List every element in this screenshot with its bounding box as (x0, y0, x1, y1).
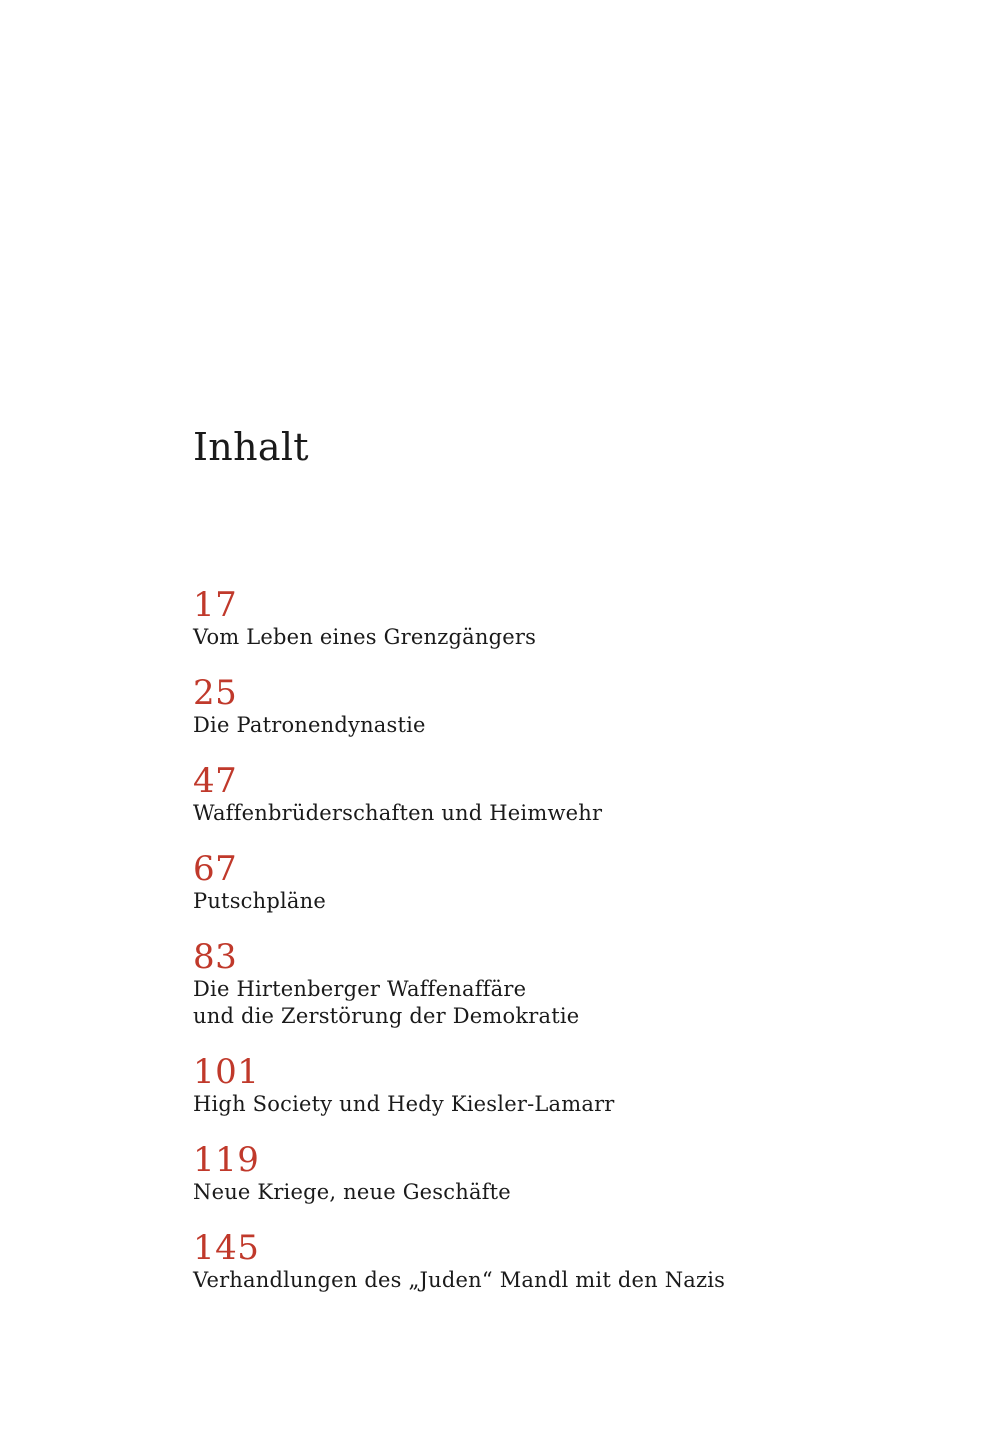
toc-entry (193, 1229, 913, 1317)
toc-entry (193, 586, 913, 674)
toc-entry (193, 1141, 913, 1229)
toc-page-number: 101 (193, 1052, 260, 1092)
toc-page-number: 145 (193, 1228, 260, 1268)
toc-page-number: 25 (193, 673, 238, 713)
toc-page-number: 119 (193, 1140, 260, 1180)
toc-chapter-title: Die Patronendynastie (193, 713, 426, 737)
toc-entry (193, 1053, 913, 1141)
toc-chapter-title: Verhandlungen des „Juden“ Mandl mit den Nazis (193, 1268, 726, 1292)
toc-entry (193, 938, 913, 1053)
toc-page-number: 17 (193, 585, 238, 625)
page-title: Inhalt (193, 425, 309, 469)
toc-page-number: 83 (193, 937, 238, 977)
toc-chapter-title: Neue Kriege, neue Geschäfte (193, 1180, 511, 1204)
table-of-contents (193, 586, 913, 1317)
toc-page-number: 47 (193, 761, 238, 801)
toc-page-number: 67 (193, 849, 238, 889)
toc-chapter-title: Waffenbrüderschaften und Heimwehr (193, 801, 603, 825)
toc-chapter-title: Die Hirtenberger Waffenaffäre und die Zerstörung der Demokratie (193, 977, 580, 1028)
toc-chapter-title: Vom Leben eines Grenzgängers (193, 625, 537, 649)
toc-entry (193, 674, 913, 762)
toc-entry (193, 850, 913, 938)
toc-chapter-title: High Society und Hedy Kiesler-Lamarr (193, 1092, 615, 1116)
toc-chapter-title: Putschpläne (193, 889, 326, 913)
toc-entry (193, 762, 913, 850)
